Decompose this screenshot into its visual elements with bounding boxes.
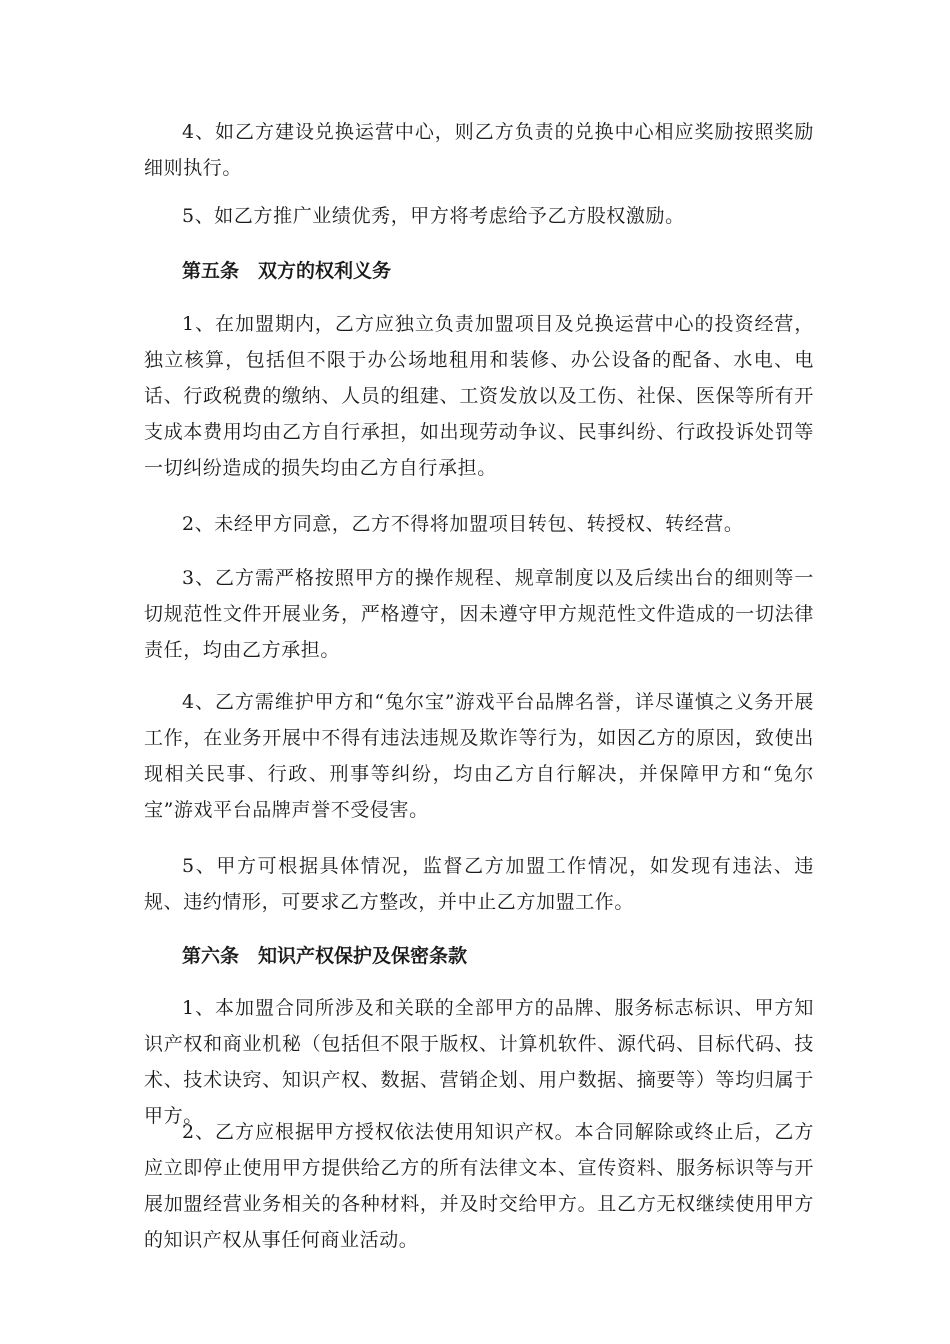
paragraph-4-operation-center-reward: 4、如乙方建设兑换运营中心，则乙方负责的兑换中心相应奖励按照奖励细则执行。 — [144, 121, 814, 179]
section-heading-article-5: 第五条 双方的权利义务 — [182, 260, 392, 282]
paragraph-5-equity-incentive: 5、如乙方推广业绩优秀，甲方将考虑给予乙方股权激励。 — [182, 205, 685, 227]
paragraph-article5-item-1: 1、在加盟期内，乙方应独立负责加盟项目及兑换运营中心的投资经营，独立核算，包括但不限于办公场地租用和装修、办公设备的配备、水电、电话、行政税费的缴纳、人员的组建、工资发放以及工伤、社保、医保等所有开支成本费用均由乙方自行承担，如出现劳动争议、民事纠纷、行政投诉处罚等一切纠纷造成的损失均由乙方自行承担。 — [144, 313, 814, 479]
paragraph-article5-item-4: 4、乙方需维护甲方和“兔尔宝”游戏平台品牌名誉，详尽谨慎之义务开展工作，在业务开展中不得有违法违规及欺诈等行为，如因乙方的原因，致使出现相关民事、行政、刑事等纠纷，均由乙方自行解决，并保障甲方和“兔尔宝”游戏平台品牌声誉不受侵害。 — [144, 691, 814, 821]
paragraph-article5-item-5: 5、甲方可根据具体情况，监督乙方加盟工作情况，如发现有违法、违规、违约情形，可要求乙方整改，并中止乙方加盟工作。 — [144, 855, 814, 913]
paragraph-article5-item-3: 3、乙方需严格按照甲方的操作规程、规章制度以及后续出台的细则等一切规范性文件开展业务，严格遵守，因未遵守甲方规范性文件造成的一切法律责任，均由乙方承担。 — [144, 567, 814, 661]
paragraph-article6-item-2: 2、乙方应根据甲方授权依法使用知识产权。本合同解除或终止后，乙方应立即停止使用甲方提供给乙方的所有法律文本、宣传资料、服务标识等与开展加盟经营业务相关的各种材料，并及时交给甲方。且乙方无权继续使用甲方的知识产权从事任何商业活动。 — [144, 1121, 814, 1251]
paragraph-article6-item-1: 1、本加盟合同所涉及和关联的全部甲方的品牌、服务标志标识、甲方知识产权和商业机秘（包括但不限于版权、计算机软件、源代码、目标代码、技术、技术诀窍、知识产权、数据、营销企划、用户数据、摘要等）等均归属于甲方。 — [144, 997, 814, 1127]
paragraph-article5-item-2: 2、未经甲方同意，乙方不得将加盟项目转包、转授权、转经营。 — [182, 513, 744, 535]
section-heading-article-6: 第六条 知识产权保护及保密条款 — [182, 945, 468, 967]
